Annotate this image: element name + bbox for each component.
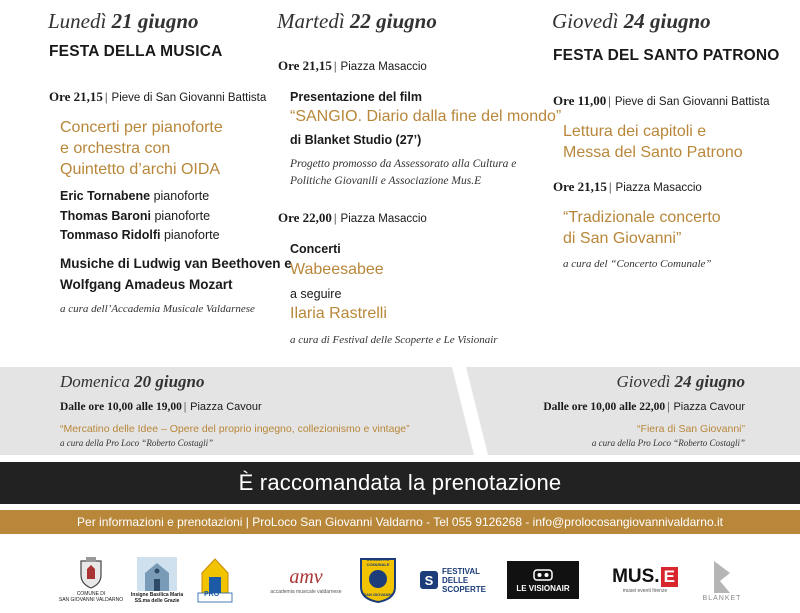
basilica-name — [131, 592, 183, 604]
gray-right-event: “Fiera di San Giovanni” — [637, 423, 745, 435]
col1-concert-line: Quintetto d’archi OIDA — [60, 161, 221, 178]
festival-s-icon — [420, 571, 438, 589]
festival-line: SCOPERTE — [441, 584, 486, 594]
col1-credit: a cura dell’Accademia Musicale Valdarnese — [60, 303, 255, 315]
logo-amv — [265, 552, 347, 608]
gray-right-date-day: Giovedì — [616, 372, 671, 391]
col3-concert — [563, 207, 721, 249]
logo-concerto-comunale — [356, 552, 400, 608]
hours-prefix: Dalle ore — [543, 401, 588, 413]
col3-date-num: 24 giugno — [623, 9, 711, 33]
vr-headset-icon — [533, 568, 553, 582]
svg-text:S: S — [424, 573, 434, 588]
info-bar — [0, 510, 800, 534]
reservation-banner — [0, 462, 800, 504]
gray-left-to: 19,00 — [155, 401, 182, 413]
performer-row — [60, 226, 220, 246]
col3-place2: Piazza Masaccio — [615, 182, 702, 194]
gray-left-credit: a cura della Pro Loco “Roberto Costagli” — [60, 438, 214, 448]
muse-sub: musei eventi firenze — [622, 588, 668, 594]
col2-film-studio: di Blanket Studio (27’) — [290, 133, 422, 147]
performer-row — [60, 207, 220, 227]
col1-event-title: FESTA DELLA MUSICA — [49, 43, 223, 60]
gray-right-to: 22,00 — [639, 401, 666, 413]
col3-credit: a cura del “Concerto Comunale” — [563, 258, 712, 270]
proloco-label: PRO — [204, 591, 220, 598]
gray-left-date — [60, 372, 205, 392]
gray-left-from: 10,00 — [107, 401, 133, 413]
blanket-name: BLANKET — [702, 594, 742, 602]
logo-blanket — [694, 552, 750, 608]
concerto-line: COMUNALE — [366, 562, 390, 567]
gray-left-date-num: 20 giugno — [134, 372, 205, 391]
col3-reading-line: Messa del Santo Patrono — [563, 144, 743, 161]
hours-to-word: alle — [619, 401, 637, 413]
col2-concerts-label: Concerti — [290, 242, 341, 256]
performer-name: Tommaso Ridolfi — [60, 228, 161, 242]
basilica-line: SS.ma delle Grazie — [134, 597, 180, 604]
logo-basilica — [128, 552, 186, 608]
concerto-text — [356, 557, 400, 567]
festival-line: FESTIVAL — [441, 566, 481, 576]
hours-to-word: alle — [135, 401, 154, 413]
col2-project-line: Progetto promosso da Assessorato alla Cultura e — [290, 158, 517, 170]
hours-prefix: Dalle ore — [60, 401, 105, 413]
reservation-text: È raccomandata la prenotazione — [238, 470, 562, 495]
col2-band2: Ilaria Rastrelli — [290, 305, 387, 322]
col2-credit: a cura di Festival delle Scoperte e Le Visionair — [290, 334, 498, 346]
col2-film-intro: Presentazione del film — [290, 90, 422, 104]
col3-date-day: Giovedì — [552, 9, 619, 33]
logo-proloco — [190, 552, 240, 608]
col2-place1: Piazza Masaccio — [340, 61, 427, 73]
col3-reading-line: Lettura dei capitoli e — [563, 123, 707, 140]
info-text[interactable]: Per informazioni e prenotazioni | ProLoco San Giovanni Valdarno - Tel 055 9126268 - info@prolocosangiovannivaldarno.it — [77, 515, 723, 529]
comune-line: SAN GIOVANNI VALDARNO — [58, 597, 124, 603]
col2-date-day: Martedì — [277, 9, 345, 33]
col3-time1: Ore 11,00 — [553, 93, 607, 108]
col3-event-title: FESTA DEL SANTO PATRONO — [553, 47, 780, 64]
col1-music-program — [60, 253, 292, 295]
col3-time2: Ore 21,15 — [553, 179, 607, 194]
muse-mark — [612, 566, 678, 588]
amv-mark: amv — [289, 565, 323, 588]
concerto-line: CONCERTO — [366, 557, 390, 562]
basilica-line: Insigne Basilica Maria — [130, 591, 184, 598]
comune-name — [59, 591, 123, 603]
col1-time: Ore 21,15 — [49, 89, 103, 104]
muse-word: MUS. — [612, 566, 660, 587]
col1-concert-line: Concerti per pianoforte — [60, 119, 223, 136]
logo-muse — [603, 552, 687, 608]
gray-left-hours: Dalle ore 10,00 alle 19,00 | Piazza Cavour — [60, 401, 262, 413]
logo-festival — [414, 552, 492, 608]
muse-e: E — [661, 567, 678, 587]
col2-date-num: 22 giugno — [349, 9, 437, 33]
performer-role: pianoforte — [163, 228, 220, 242]
logo-visionair — [506, 552, 580, 608]
col2-time2: Ore 22,00 — [278, 210, 332, 225]
col1-performers — [60, 187, 220, 246]
performer-role: pianoforte — [154, 208, 211, 223]
performer-row — [60, 187, 220, 207]
visionair-box — [507, 561, 579, 599]
col3-concert-line: di San Giovanni” — [563, 230, 682, 247]
gray-left-event: “Mercatino delle Idee – Opere del proprio ingegno, collezionismo e vintage” — [60, 423, 410, 435]
col2-project-line: Politiche Giovanili e Associazione Mus.E — [290, 175, 482, 187]
col1-time-row: Ore 21,15 | Pieve di San Giovanni Battista — [49, 89, 267, 104]
col2-time-row-1: Ore 21,15 | Piazza Masaccio — [278, 58, 427, 73]
performer-name: Thomas Baroni — [60, 208, 151, 223]
logo-comune — [58, 552, 124, 608]
performer-role: pianoforte — [153, 189, 210, 203]
col2-time-row-2: Ore 22,00 | Piazza Masaccio — [278, 210, 427, 225]
col3-concert-line: “Tradizionale concerto — [563, 209, 721, 226]
col2-time1: Ore 21,15 — [278, 58, 332, 73]
coat-of-arms-icon — [78, 557, 104, 589]
col3-reading — [563, 121, 743, 163]
gray-right-date — [617, 372, 745, 392]
col1-concert-title — [60, 117, 223, 180]
col1-music-line: Wolfgang Amadeus Mozart — [60, 277, 233, 292]
gray-right-hours: Dalle ore 10,00 alle 22,00 | Piazza Cavour — [543, 401, 745, 413]
col2-band1: Wabeesabee — [290, 261, 384, 278]
amv-sub: accademia musicale valdarnese — [270, 588, 342, 595]
gray-right-from: 10,00 — [590, 401, 617, 413]
col3-time-row-1: Ore 11,00 | Pieve di San Giovanni Battista — [553, 93, 770, 108]
gray-right-credit: a cura della Pro Loco “Roberto Costagli” — [591, 438, 745, 448]
col1-date — [48, 9, 199, 34]
col3-place1: Pieve di San Giovanni Battista — [614, 96, 770, 108]
concerto-city: SAN GIOVANNI — [363, 592, 393, 597]
gray-right-place: Piazza Cavour — [673, 401, 745, 413]
basilica-icon — [137, 557, 177, 591]
gray-right-date-num: 24 giugno — [674, 372, 745, 391]
festival-name — [442, 567, 486, 594]
col1-date-day: Lunedì — [48, 9, 107, 33]
col3-time-row-2: Ore 21,15 | Piazza Masaccio — [553, 179, 702, 194]
gray-left-date-day: Domenica — [60, 372, 130, 391]
performer-name: Eric Tornabene — [60, 189, 151, 203]
col2-date — [277, 9, 437, 34]
col1-concert-line: e orchestra con — [60, 140, 171, 157]
visionair-name: LE VISIONAIR — [516, 583, 570, 593]
col2-film-title: “SANGIO. Diario dalla fine del mondo” — [290, 108, 562, 125]
col2-project-note — [290, 156, 535, 190]
col1-music-line: Musiche di Ludwig van Beethoven e — [60, 256, 292, 271]
col2-place2: Piazza Masaccio — [340, 213, 427, 225]
col2-following: a seguire — [290, 287, 342, 301]
col1-date-num: 21 giugno — [111, 9, 199, 33]
festival-line: DELLE — [441, 575, 469, 585]
blanket-icon — [710, 559, 734, 595]
comune-line: COMUNE DI — [76, 591, 106, 597]
gray-left-place: Piazza Cavour — [190, 401, 262, 413]
col1-place: Pieve di San Giovanni Battista — [111, 92, 267, 104]
col3-date — [552, 9, 711, 34]
